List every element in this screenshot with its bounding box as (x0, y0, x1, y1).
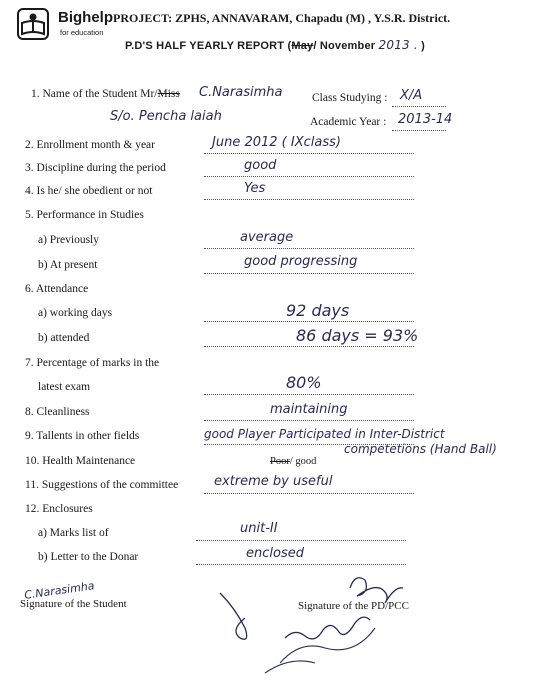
pd-signature-scrawl (205, 568, 435, 683)
q10-poor: Poor (270, 456, 290, 467)
student-name: C.Narasimha (199, 85, 283, 100)
q5a-label: a) Previously (38, 234, 100, 246)
pd-signature-label: Signature of the PD/PCC (298, 600, 409, 612)
class-value: X/A (400, 88, 423, 103)
q9-value-b: competetions (Hand Ball) (344, 442, 497, 456)
q9-label: 9. Tallents in other fields (25, 430, 140, 442)
bighelp-logo (16, 7, 50, 41)
q3-label: 3. Discipline during the period (25, 162, 166, 174)
q12a-label: a) Marks list of (38, 527, 109, 539)
q10-good: / good (289, 456, 317, 467)
report-title (125, 38, 425, 52)
q11-label: 11. Suggestions of the committee (25, 479, 179, 491)
report-suffix: ) (421, 40, 426, 52)
class-label: Class Studying : (312, 92, 388, 104)
brand-tagline: for education (60, 28, 104, 37)
report-may: May (291, 40, 314, 52)
q10-label: 10. Health Maintenance (25, 455, 136, 467)
q2-label: 2. Enrollment month & year (25, 139, 155, 151)
report-prefix: P.D'S HALF YEARLY REPORT ( (125, 40, 292, 52)
q5b-value: good progressing (244, 254, 358, 269)
report-year: 2013 . (378, 38, 418, 52)
q1-label-miss: Miss (157, 88, 180, 100)
q11-value: extreme by useful (214, 474, 333, 489)
q12-label: 12. Enclosures (25, 503, 93, 515)
q6b-value: 86 days = 93% (296, 326, 419, 345)
q5b-label: b) At present (38, 259, 98, 271)
q6a-label: a) working days (38, 307, 113, 319)
q6a-value: 92 days (286, 301, 350, 320)
q12b-value: enclosed (246, 546, 304, 561)
report-middle: / November (313, 40, 376, 52)
q2-value: June 2012 ( IXclass) (212, 135, 341, 150)
q8-label: 8. Cleanliness (25, 406, 90, 418)
q12a-value: unit-II (240, 521, 278, 536)
q4-value: Yes (244, 181, 266, 196)
q5a-value: average (240, 230, 294, 245)
q3-value: good (244, 158, 277, 173)
q8-value: maintaining (270, 402, 348, 417)
academic-value: 2013-14 (398, 112, 453, 127)
q6-label: 6. Attendance (25, 283, 89, 295)
brand-name: Bighelp (58, 9, 113, 26)
q7-value: 80% (286, 373, 322, 392)
academic-label: Academic Year : (310, 116, 387, 128)
q5-label: 5. Performance in Studies (25, 209, 144, 221)
student-parent: S/o. Pencha laiah (110, 109, 222, 124)
project-title: PROJECT: ZPHS, ANNAVARAM, Chapadu (M) , Y.S.R. District. (113, 11, 451, 25)
q1-label-text: 1. Name of the Student Mr/ (31, 88, 158, 100)
q4-label: 4. Is he/ she obedient or not (25, 185, 153, 197)
q6b-label: b) attended (38, 332, 90, 344)
student-signature-label: Signature of the Student (20, 598, 127, 610)
q7-label-b: latest exam (38, 381, 91, 393)
q7-label-a: 7. Percentage of marks in the (25, 357, 160, 369)
q12b-label: b) Letter to the Donar (38, 551, 139, 563)
q9-value-a: good Player Participated in Inter-District (204, 427, 445, 441)
q10-value (270, 456, 316, 467)
q1-label (31, 88, 180, 100)
student-signature: C.Narasimha (23, 579, 96, 602)
